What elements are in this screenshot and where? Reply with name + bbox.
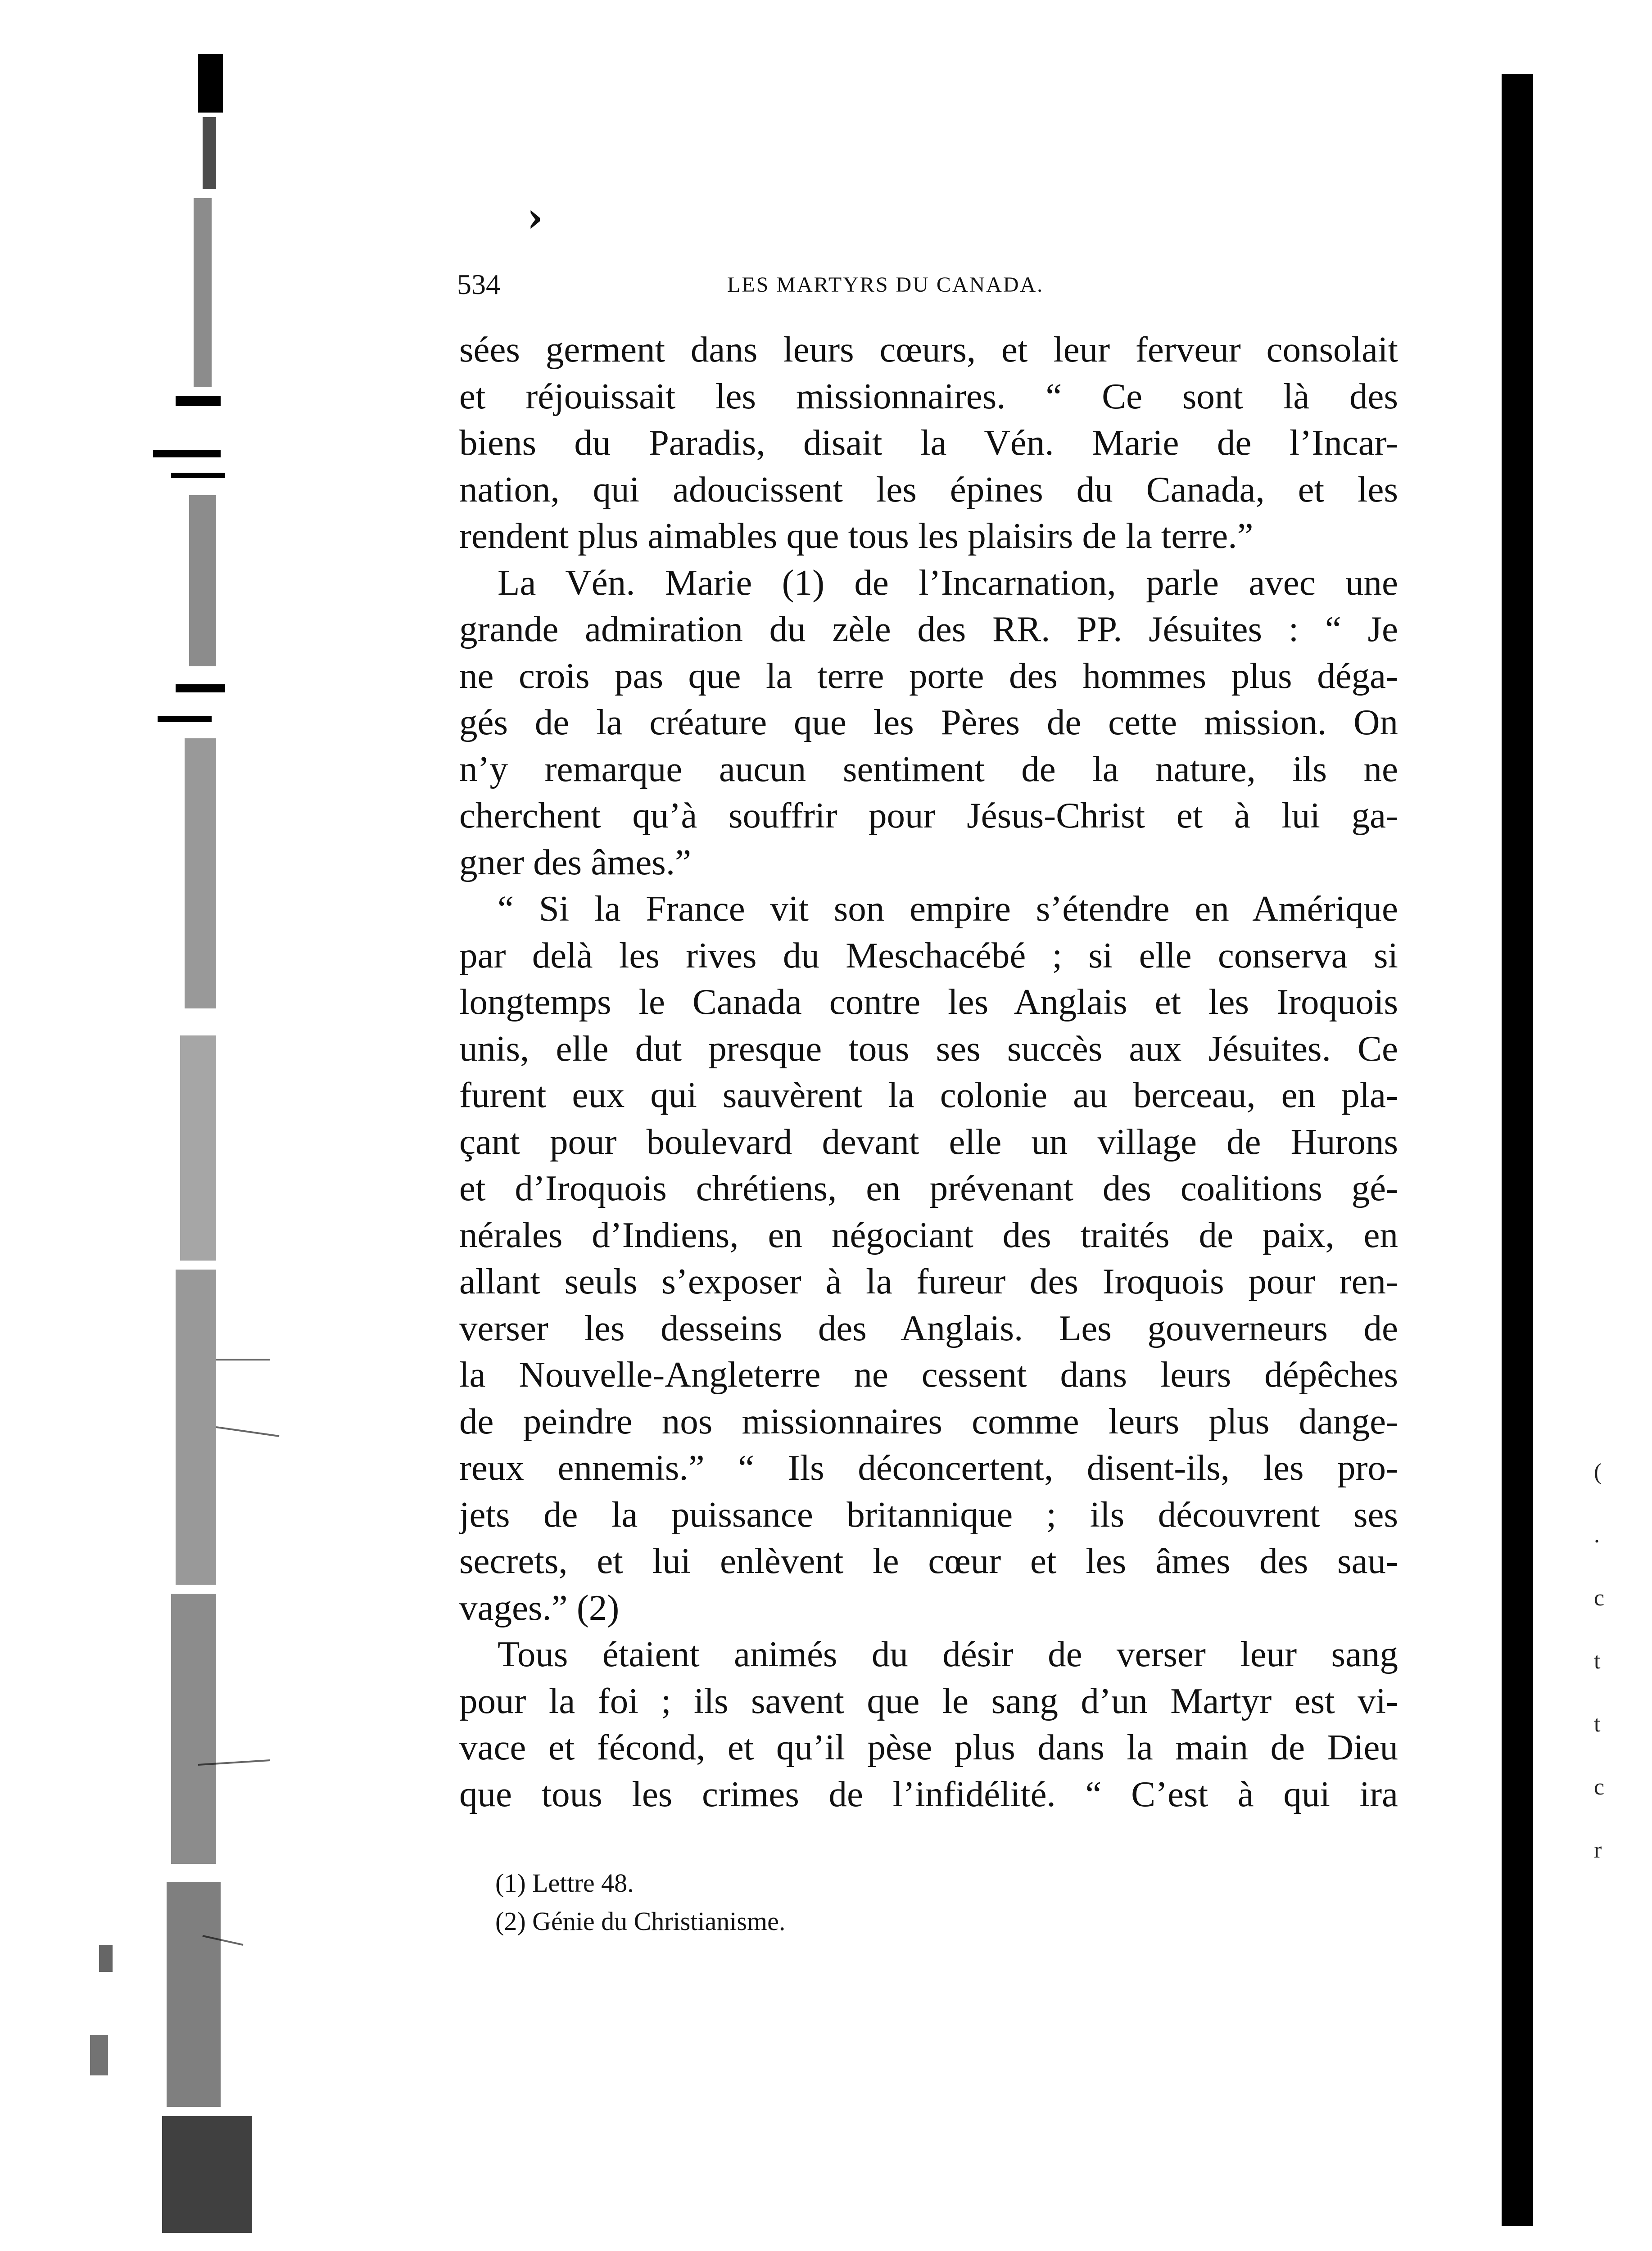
running-title: LES MARTYRS DU CANADA. bbox=[727, 273, 1044, 297]
text-line: vages.” (2) bbox=[459, 1587, 620, 1628]
text-line: nation, qui adoucissent les épines du Canada, et les bbox=[459, 469, 1398, 510]
text-line: Tous étaient animés du désir de verser leur sang bbox=[498, 1634, 1398, 1674]
text-line: par delà les rives du Meschacébé ; si elle conserva si bbox=[459, 935, 1398, 976]
text-line: unis, elle dut presque tous ses succès aux Jésuites. Ce bbox=[459, 1028, 1398, 1069]
text-line: longtemps le Canada contre les Anglais et les Iroquois bbox=[459, 981, 1398, 1022]
text-line: jets de la puissance britannique ; ils découvrent ses bbox=[459, 1494, 1398, 1535]
text-line: secrets, et lui enlèvent le cœur et les âmes des sau- bbox=[459, 1541, 1398, 1581]
margin-mark: . bbox=[1594, 1522, 1600, 1548]
text-line: La Vén. Marie (1) de l’Incarnation, parle avec une bbox=[498, 562, 1398, 603]
text-line: furent eux qui sauvèrent la colonie au berceau, en pla- bbox=[459, 1075, 1398, 1115]
text-line: pour la foi ; ils savent que le sang d’un Martyr est vi- bbox=[459, 1680, 1398, 1721]
text-line: n’y remarque aucun sentiment de la nature, ils ne bbox=[459, 748, 1398, 789]
text-line: biens du Paradis, disait la Vén. Marie de l’Incar- bbox=[459, 422, 1398, 463]
body-text bbox=[459, 326, 1398, 1835]
scan-edge-noise bbox=[81, 54, 297, 2251]
text-line: de peindre nos missionnaires comme leurs plus dange- bbox=[459, 1401, 1398, 1442]
footnotes bbox=[495, 1864, 1171, 1940]
text-line: çant pour boulevard devant elle un village de Hurons bbox=[459, 1121, 1398, 1162]
margin-mark: ( bbox=[1594, 1459, 1602, 1485]
text-line: nérales d’Indiens, en négociant des traités de paix, en bbox=[459, 1214, 1398, 1255]
text-line: ne crois pas que la terre porte des hommes plus déga- bbox=[459, 655, 1398, 696]
text-line: que tous les crimes de l’infidélité. “ C’est à qui ira bbox=[459, 1773, 1398, 1814]
running-header bbox=[457, 268, 1218, 304]
right-margin-marks bbox=[1594, 1441, 1630, 1863]
text-line: grande admiration du zèle des RR. PP. Jésuites : “ Je bbox=[459, 609, 1398, 649]
text-line: sées germent dans leurs cœurs, et leur ferveur consolait bbox=[459, 329, 1398, 370]
text-line: gés de la créature que les Pères de cette mission. On bbox=[459, 702, 1398, 742]
text-line: et d’Iroquois chrétiens, en prévenant des coalitions gé- bbox=[459, 1168, 1398, 1208]
text-line: “ Si la France vit son empire s’étendre en Amérique bbox=[498, 888, 1398, 929]
text-line: vace et fécond, et qu’il pèse plus dans la main de Dieu bbox=[459, 1727, 1398, 1767]
text-line: cherchent qu’à souffrir pour Jésus-Christ et à lui ga- bbox=[459, 795, 1398, 836]
text-line: la Nouvelle-Angleterre ne cessent dans leurs dépêches bbox=[459, 1354, 1398, 1395]
text-line: et réjouissait les missionnaires. “ Ce sont là des bbox=[459, 375, 1398, 416]
page-number: 534 bbox=[457, 268, 500, 300]
text-line: gner des âmes.” bbox=[459, 841, 692, 882]
top-margin-mark: › bbox=[527, 194, 543, 241]
margin-mark: r bbox=[1594, 1837, 1602, 1863]
margin-mark: c bbox=[1594, 1774, 1605, 1800]
margin-mark: c bbox=[1594, 1585, 1605, 1611]
text-line: allant seuls s’exposer à la fureur des Iroquois pour ren- bbox=[459, 1261, 1398, 1302]
binding-shadow-bar bbox=[1502, 74, 1533, 2226]
margin-mark: t bbox=[1594, 1711, 1601, 1737]
text-line: verser les desseins des Anglais. Les gouverneurs de bbox=[459, 1307, 1398, 1348]
margin-mark: t bbox=[1594, 1648, 1601, 1674]
footnote: (2) Génie du Christianisme. bbox=[495, 1907, 786, 1936]
text-line: reux ennemis.” “ Ils déconcertent, disent-ils, les pro- bbox=[459, 1447, 1398, 1488]
footnote: (1) Lettre 48. bbox=[495, 1868, 634, 1898]
text-line: rendent plus aimables que tous les plaisirs de la terre.” bbox=[459, 515, 1254, 556]
